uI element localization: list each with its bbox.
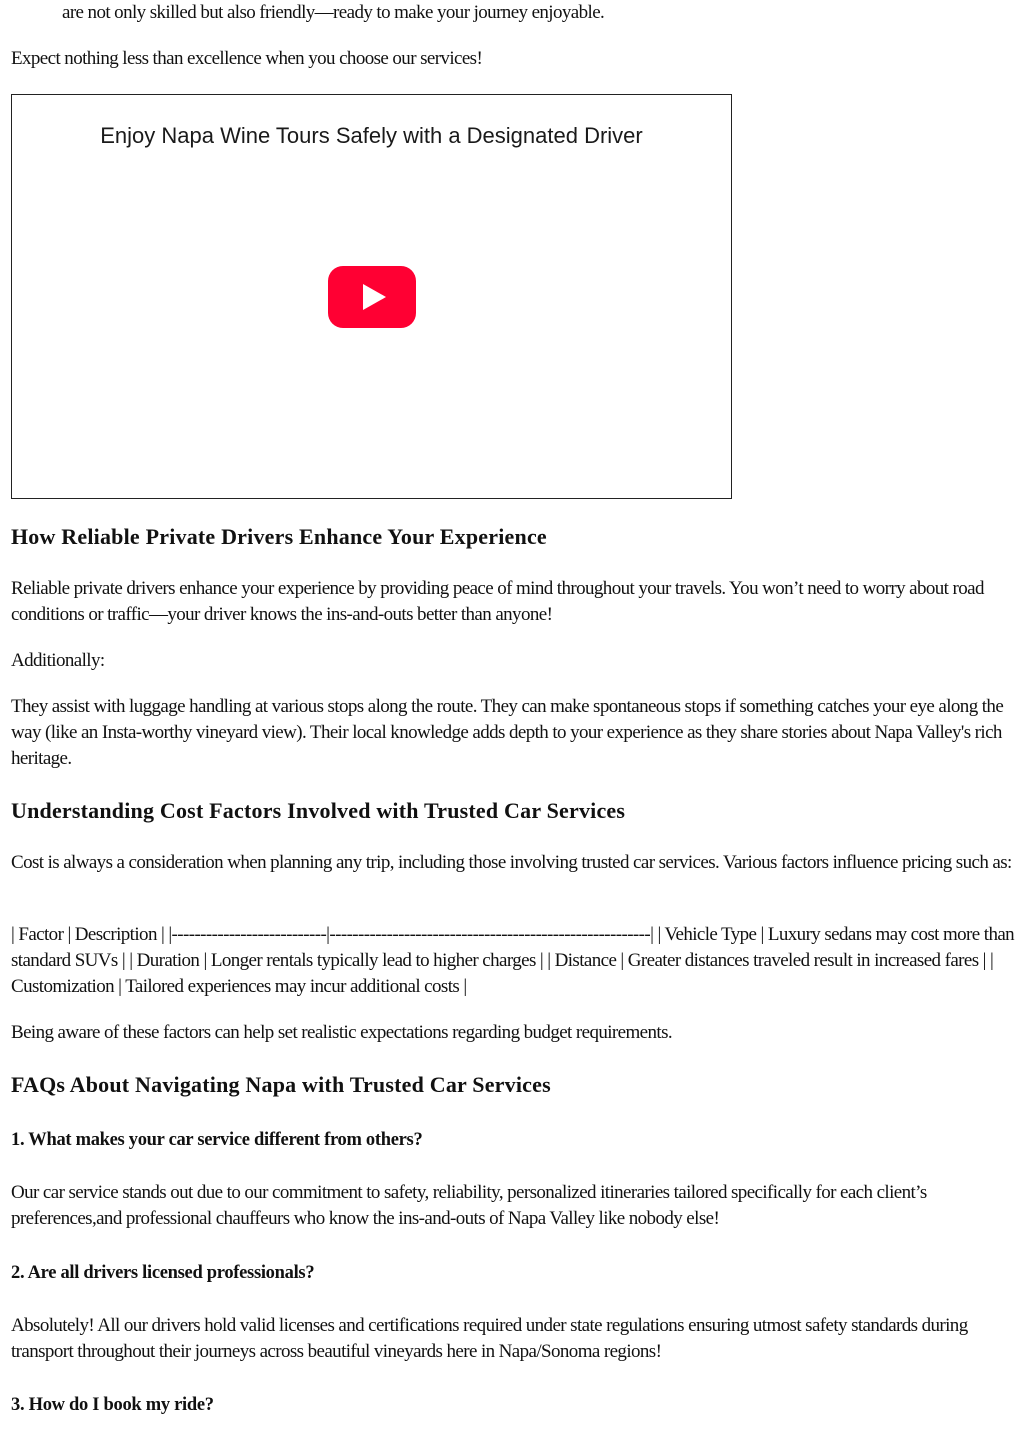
reliable-paragraph-2: Additionally:	[11, 650, 105, 671]
faq-question-1: 1. What makes your car service different from others?	[11, 1130, 423, 1150]
cost-paragraph-1: Cost is always a consideration when planning any trip, including those involving trusted car services. Various factors influence pricing such as:	[11, 852, 1012, 873]
video-title[interactable]: Enjoy Napa Wine Tours Safely with a Designated Driver	[100, 123, 643, 148]
faq-answer-2: Absolutely! All our drivers hold valid licenses and certifications required under state regulations ensuring utmost safety standards during transport throughout their journeys across beautiful vineyards here in Napa/Sonoma regions!	[11, 1315, 968, 1362]
cost-factor-table-text: | Factor | Description | |---------------------------|--------------------------------------------------------| | Vehicle Type | Luxury sedans may cost more than standard SUVs | | Duration | Longer rentals typically lead to higher charges | | Distance | Greater distances traveled result in increased fares | | Customization | Tailored experiences may incur additional costs |	[11, 924, 1015, 997]
embedded-video[interactable]	[11, 94, 732, 499]
closing-paragraph: Expect nothing less than excellence when you choose our services!	[11, 48, 483, 69]
section-heading-faq: FAQs About Navigating Napa with Trusted Car Services	[11, 1072, 551, 1097]
faq-answer-1: Our car service stands out due to our commitment to safety, reliability, personalized itineraries tailored specifically for each client’s preferences,and professional chauffeurs who know the ins-and-outs of Napa Valley like nobody else!	[11, 1182, 927, 1229]
reliable-paragraph-3: They assist with luggage handling at various stops along the route. They can make spontaneous stops if something catches your eye along the way (like an Insta-worthy vineyard view). Their local knowledge adds depth to your experience as they share stories about Napa Valley's rich heritage.	[11, 696, 1004, 769]
faq-question-3: 3. How do I book my ride?	[11, 1395, 214, 1415]
faq-question-2: 2. Are all drivers licensed professionals?	[11, 1263, 315, 1283]
cost-paragraph-2: Being aware of these factors can help set realistic expectations regarding budget requirements.	[11, 1022, 673, 1043]
reliable-paragraph-1: Reliable private drivers enhance your experience by providing peace of mind throughout your travels. You won’t need to worry about road conditions or traffic—your driver knows the ins-and-outs better than anyone!	[11, 578, 984, 625]
section-heading-cost: Understanding Cost Factors Involved with Trusted Car Services	[11, 798, 626, 823]
youtube-play-icon[interactable]	[328, 266, 416, 328]
list-item-continuation: are not only skilled but also friendly—ready to make your journey enjoyable.	[62, 2, 605, 23]
section-heading-reliable: How Reliable Private Drivers Enhance Your Experience	[11, 524, 547, 549]
